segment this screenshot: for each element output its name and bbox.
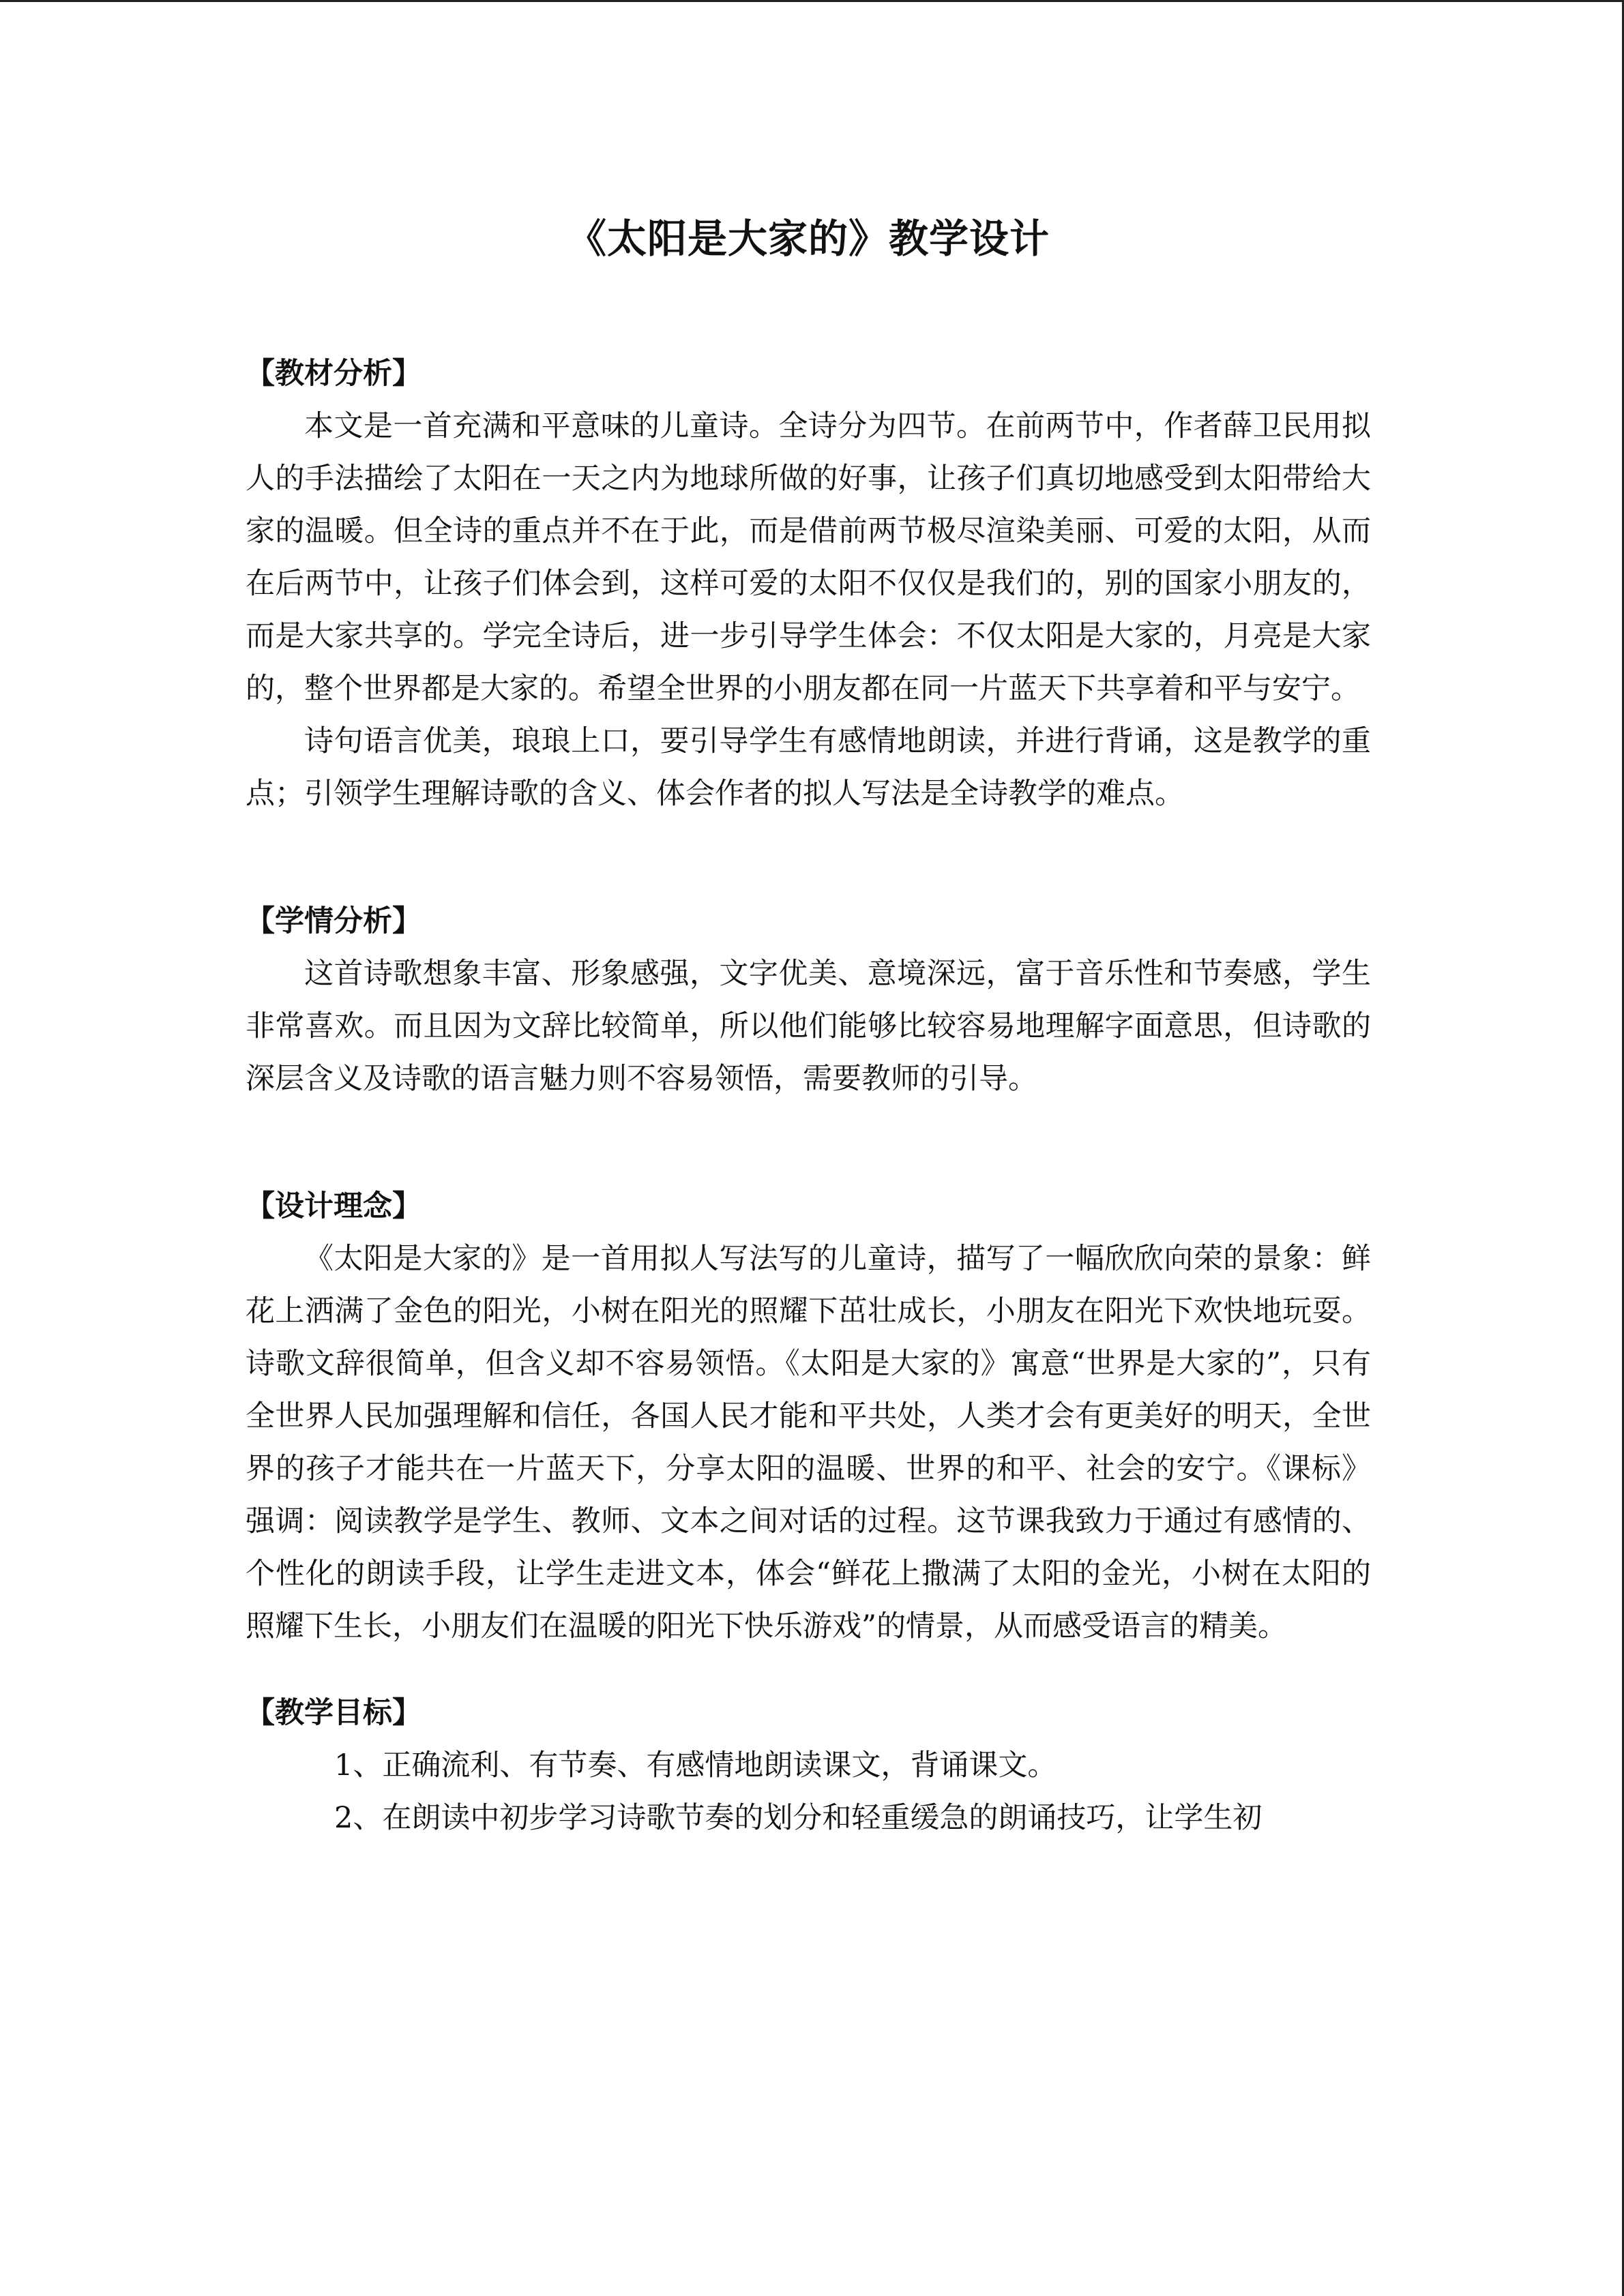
section-material-analysis: [246, 348, 1371, 820]
section-heading: 【教材分析】: [246, 357, 422, 391]
section-teaching-goals: [246, 1687, 1371, 1845]
section-learner-analysis: [246, 895, 1371, 1105]
section-heading: 【教学目标】: [246, 1696, 422, 1730]
paragraph: 这首诗歌想象丰富、形象感强，文字优美、意境深远，富于音乐性和节奏感，学生非常喜欢。而且因为文辞比较简单，所以他们能够比较容易地理解字面意思，但诗歌的深层含义及诗歌的语言魅力则不容易领悟，需要教师的引导。: [246, 957, 1371, 1096]
section-heading: 【设计理念】: [246, 1189, 422, 1223]
section-heading: 【学情分析】: [246, 904, 422, 938]
document-title: 《太阳是大家的》教学设计: [566, 215, 1050, 262]
goal-item: 1、正确流利、有节奏、有感情地朗读课文，背诵课文。: [334, 1748, 1057, 1783]
paragraph: 《太阳是大家的》是一首用拟人写法写的儿童诗，描写了一幅欣欣向荣的景象：鲜花上洒满了金色的阳光，小树在阳光的照耀下茁壮成长，小朋友在阳光下欢快地玩耍。诗歌文辞很简单，但含义却不容易领悟。《太阳是大家的》寓意“世界是大家的”，只有全世界人民加强理解和信任，各国人民才能和平共处，人类才会有更美好的明天，全世界的孩子才能共在一片蓝天下，分享太阳的温暖、世界的和平、社会的安宁。《课标》强调：阅读教学是学生、教师、文本之间对话的过程。这节课我致力于通过有感情的、个性化的朗读手段，让学生走进文本，体会“鲜花上撒满了太阳的金光，小树在太阳的照耀下生长，小朋友们在温暖的阳光下快乐游戏”的情景，从而感受语言的精美。: [246, 1242, 1371, 1643]
page-border-top: [0, 0, 1624, 2]
paragraph: 诗句语言优美，琅琅上口，要引导学生有感情地朗读，并进行背诵，这是教学的重点；引领学生理解诗歌的含义、体会作者的拟人写法是全诗教学的难点。: [246, 724, 1371, 811]
paragraph: 本文是一首充满和平意味的儿童诗。全诗分为四节。在前两节中，作者薛卫民用拟人的手法描绘了太阳在一天之内为地球所做的好事，让孩子们真切地感受到太阳带给大家的温暖。但全诗的重点并不在于此，而是借前两节极尽渲染美丽、可爱的太阳，从而在后两节中，让孩子们体会到，这样可爱的太阳不仅仅是我们的，别的国家小朋友的，而是大家共享的。学完全诗后，进一步引导学生体会：不仅太阳是大家的，月亮是大家的，整个世界都是大家的。希望全世界的小朋友都在同一片蓝天下共享着和平与安宁。: [246, 409, 1371, 706]
goal-item: 2、在朗读中初步学习诗歌节奏的划分和轻重缓急的朗诵技巧，让学生初: [334, 1801, 1263, 1835]
document-body: [246, 205, 1371, 1845]
section-design-concept: [246, 1180, 1371, 1653]
